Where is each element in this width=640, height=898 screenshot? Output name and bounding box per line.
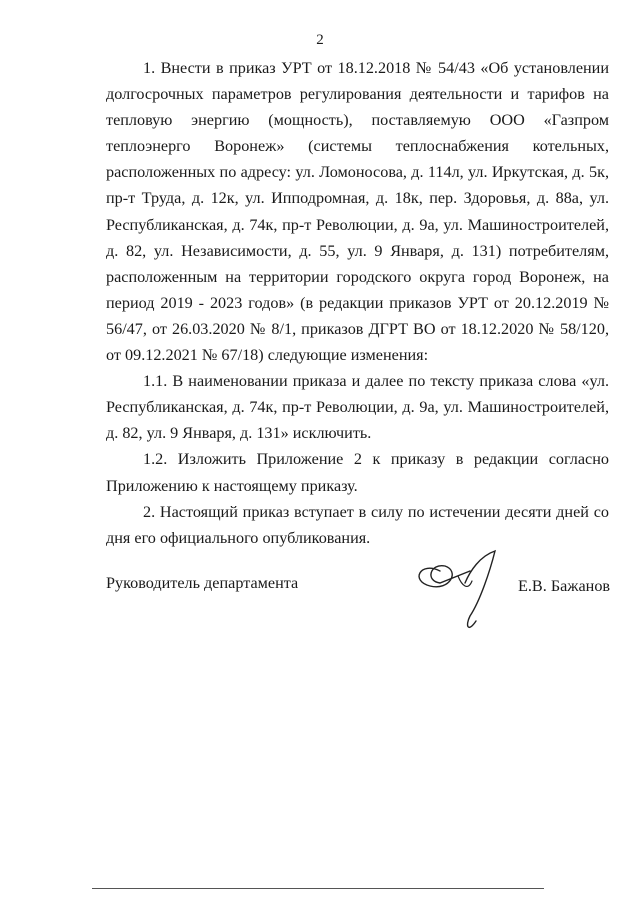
handwritten-signature xyxy=(410,541,510,641)
paragraph-item-2: 2. Настоящий приказ вступает в силу по истечении десяти дней со дня его официального опубликования. xyxy=(106,502,609,547)
paragraph-item-1-2: 1.2. Изложить Приложение 2 к приказу в редакции согласно Приложению к настоящему приказу. xyxy=(106,450,609,495)
paragraph-item-1: 1. Внести в приказ УРТ от 18.12.2018 № 54/43 «Об установлении долгосрочных параметров регулирования деятельности и тарифов на тепловую энергию (мощность), поставляемую ООО «Газпром теплоэнерго Воронеж» (системы теплоснабжения котельных, расположенных по адресу: ул. Ломоносова, д. 114л, ул. Иркутская, д. 5к, пр-т Труда, д. 12к, ул. Ипподромная, д. 18к, пер. Здоровья, д. 88а, ул. Республиканская, д. 74к, пр-т Революции, д. 9а, ул. Машиностроителей, д. 82, ул. Независимости, д. 55, ул. 9 Января, д. 131) потребителям, расположенным на территории городского округа город Воронеж, на период 2019 - 2023 годов» (в редакции приказов УРТ от 20.12.2019 № 56/47, от 26.03.2020 № 8/1, приказов ДГРТ ВО от 18.12.2020 № 58/120, от 09.12.2021 № 67/18) следующие изменения: xyxy=(106,59,609,365)
page-number: 2 xyxy=(316,32,324,48)
signatory-title: Руководитель департамента xyxy=(106,574,299,592)
footer-divider xyxy=(92,888,544,889)
document-body xyxy=(106,55,609,551)
signature-block xyxy=(0,565,640,645)
paragraph-item-1-1: 1.1. В наименовании приказа и далее по тексту приказа слова «ул. Республиканская, д. 74к, пр-т Революции, д. 9а, ул. Машиностроителей, д. 82, ул. 9 Января, д. 131» исключить. xyxy=(106,372,609,443)
signatory-name: Е.В. Бажанов xyxy=(518,577,611,595)
